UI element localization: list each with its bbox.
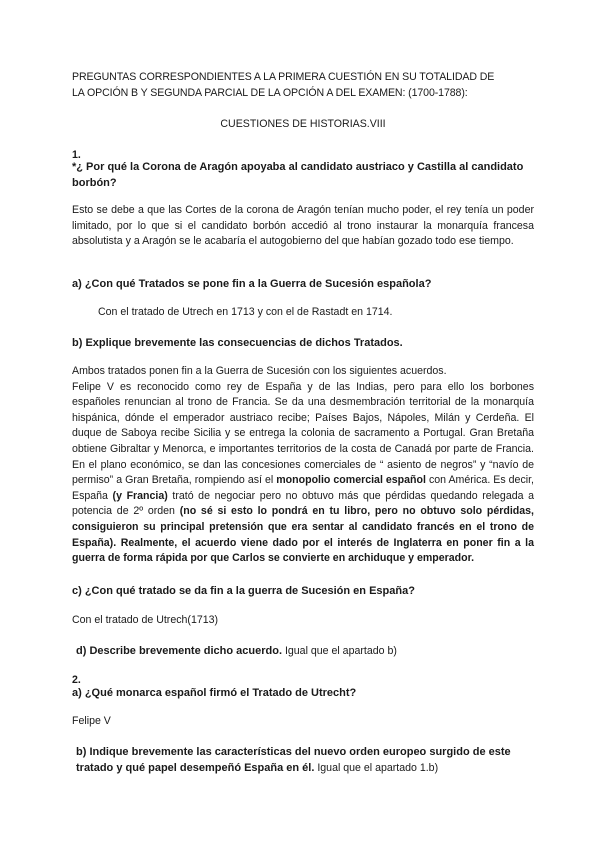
section-2-number: 2. <box>72 674 81 686</box>
header-line-2: LA OPCIÓN B Y SEGUNDA PARCIAL DE LA OPCIÓN A DEL EXAMEN: (1700-1788): <box>72 86 468 99</box>
document-header <box>72 70 534 101</box>
answer-1c: Con el tratado de Utrech(1713) <box>72 614 219 626</box>
question-1a: a) ¿Con qué Tratados se pone fin a la Guerra de Sucesión española? <box>72 278 432 290</box>
answer-2a: Felipe V <box>72 715 111 727</box>
section-1-question: *¿ Por qué la Corona de Aragón apoyaba al candidato austriaco y Castilla al candidato borbón? <box>72 161 524 189</box>
document-subtitle: CUESTIONES DE HISTORIAS.VIII <box>220 118 386 130</box>
section-1-number: 1. <box>72 149 81 161</box>
question-1b: b) Explique brevemente las consecuencias de dichos Tratados. <box>72 337 403 349</box>
question-2a: a) ¿Qué monarca español firmó el Tratado de Utrecht? <box>72 687 357 699</box>
header-line-1: PREGUNTAS CORRESPONDIENTES A LA PRIMERA CUESTIÓN EN SU TOTALIDAD DE <box>72 71 495 83</box>
question-1c: c) ¿Con qué tratado se da fin a la guerra de Sucesión en España? <box>72 585 415 597</box>
section-1-answer: Esto se debe a que las Cortes de la corona de Aragón tenían mucho poder, el rey tenía un poder limitado, por lo que si el candidato borbón accedió al trono instaurar la monarquía francesa absolutista y a Aragón se le acabaría el autogobierno del que habían gozado todo ese tiempo. <box>72 204 534 248</box>
answer-1b <box>72 364 534 567</box>
answer-1b-body: Felipe V es reconocido como rey de España y de las Indias, pero para ello los borbones españoles renuncian al trono de Francia. Se da una desmembración territorial de la monarquía hispánica, dónde el emperador austriaco recibe; Países Bajos, Nápoles, Milán y Cerdeña. El duque de Saboya recibe Sicilia y se entrega la colonia de sacramento a Portugal. Gran Bretaña obtiene Gibraltar y Menorca, e importantes territorios de la costa de Canadá por parte de Francia. En el plano económico, se dan las concesiones comerciales de “ asiento de negros” y “navío de permiso” a Gran Bretaña, rompiendo así el monopolio comercial español con América. Es decir, España (y Francia) trató de negociar pero no obtuvo más que pérdidas quedando relegada a potencia de 2º orden (no sé si esto lo pondrá en tu libro, pero no obtuvo solo pérdidas, consiguieron su principal pretensión que era sentar al candidato francés en el trono de España). Realmente, el acuerdo viene dado por el interés de Inglaterra en poner fin a la guerra de forma rápida por que Carlos se convierte en archiduque y emperador. <box>72 380 534 565</box>
question-1d: d) Describe brevemente dicho acuerdo. Igual que el apartado b) <box>76 645 397 657</box>
answer-1b-intro: Ambos tratados ponen fin a la Guerra de Sucesión con los siguientes acuerdos. <box>72 365 447 377</box>
question-2b: b) Indique brevemente las características del nuevo orden europeo surgido de este tratado y qué papel desempeñó España en él. Igual que el apartado 1.b) <box>76 746 511 774</box>
answer-1a: Con el tratado de Utrech en 1713 y con el de Rastadt en 1714. <box>98 306 393 318</box>
